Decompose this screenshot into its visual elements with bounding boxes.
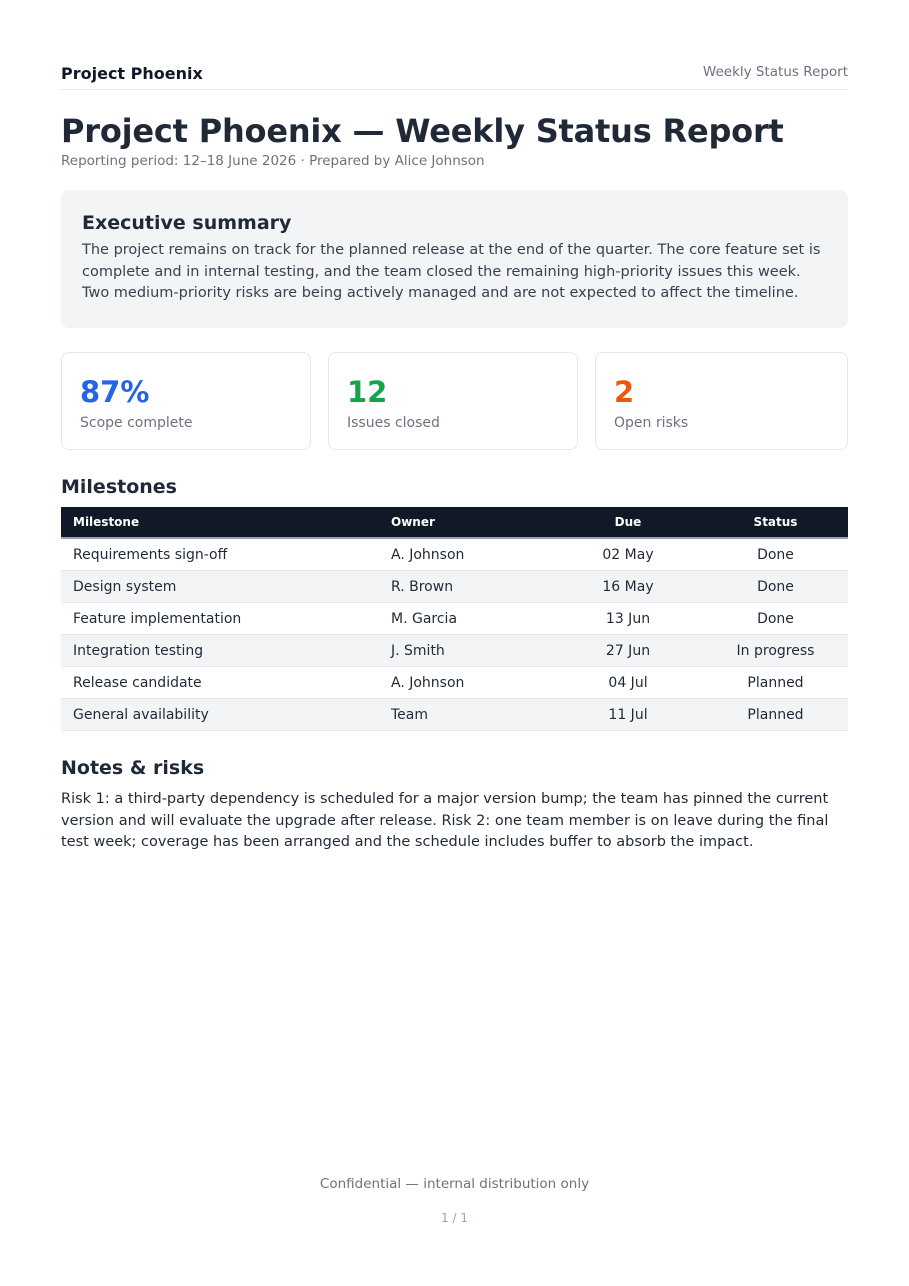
kpi-label: Issues closed bbox=[347, 415, 440, 431]
table-row bbox=[61, 538, 848, 571]
kpi-value: 87% bbox=[80, 375, 150, 409]
milestones-table bbox=[61, 507, 848, 731]
table-header-row bbox=[61, 507, 848, 538]
cell-due: 16 May bbox=[553, 571, 703, 603]
column-header-status: Status bbox=[703, 507, 848, 538]
header-project-name: Project Phoenix bbox=[61, 64, 203, 83]
cell-milestone: Feature implementation bbox=[61, 603, 379, 635]
cell-owner: J. Smith bbox=[379, 635, 553, 667]
notes-text: Risk 1: a third-party dependency is scheduled for a major version bump; the team has pinned the current version and will evaluate the upgrade after release. Risk 2: one team member is on leave during the final test week; coverage has been arranged and the schedule includes buffer to absorb the impact. bbox=[61, 791, 829, 850]
kpi-card-issues bbox=[328, 352, 578, 450]
cell-owner: M. Garcia bbox=[379, 603, 553, 635]
cell-due: 04 Jul bbox=[553, 667, 703, 699]
kpi-label: Open risks bbox=[614, 415, 689, 431]
kpi-value: 12 bbox=[347, 375, 388, 409]
cell-milestone: Integration testing bbox=[61, 635, 379, 667]
cell-owner: A. Johnson bbox=[379, 667, 553, 699]
summary-text: The project remains on track for the planned release at the end of the quarter. The core feature set is complete and in internal testing, and the team closed the remaining high-priority issues this week. Two medium-priority risks are being actively managed and are not expected to affect the timeline. bbox=[82, 242, 821, 301]
table-row bbox=[61, 571, 848, 603]
kpi-value: 2 bbox=[614, 375, 635, 409]
kpi-card-risks bbox=[595, 352, 848, 450]
column-header-owner: Owner bbox=[379, 507, 553, 538]
cell-milestone: Release candidate bbox=[61, 667, 379, 699]
cell-status: Planned bbox=[703, 699, 848, 731]
header-report-type: Weekly Status Report bbox=[702, 64, 848, 80]
cell-status: Done bbox=[703, 571, 848, 603]
footer-confidential: Confidential — internal distribution only bbox=[319, 1176, 590, 1192]
cell-status: Planned bbox=[703, 667, 848, 699]
cell-due: 02 May bbox=[553, 538, 703, 571]
cell-milestone: General availability bbox=[61, 699, 379, 731]
page-number: 1 / 1 bbox=[441, 1211, 468, 1225]
cell-status: Done bbox=[703, 603, 848, 635]
cell-owner: A. Johnson bbox=[379, 538, 553, 571]
page-title: Project Phoenix — Weekly Status Report bbox=[61, 112, 784, 150]
cell-due: 27 Jun bbox=[553, 635, 703, 667]
table-row bbox=[61, 699, 848, 731]
cell-milestone: Design system bbox=[61, 571, 379, 603]
cell-owner: Team bbox=[379, 699, 553, 731]
table-row bbox=[61, 603, 848, 635]
cell-owner: R. Brown bbox=[379, 571, 553, 603]
kpi-row bbox=[61, 352, 848, 450]
notes-heading: Notes & risks bbox=[61, 757, 205, 779]
cell-due: 11 Jul bbox=[553, 699, 703, 731]
column-header-milestone: Milestone bbox=[61, 507, 379, 538]
cell-status: Done bbox=[703, 538, 848, 571]
milestones-heading: Milestones bbox=[61, 476, 177, 498]
cell-milestone: Requirements sign-off bbox=[61, 538, 379, 571]
summary-heading: Executive summary bbox=[82, 212, 292, 234]
kpi-label: Scope complete bbox=[80, 415, 193, 431]
executive-summary bbox=[61, 190, 848, 328]
page-header bbox=[61, 62, 848, 90]
table-row bbox=[61, 667, 848, 699]
column-header-due: Due bbox=[553, 507, 703, 538]
cell-status: In progress bbox=[703, 635, 848, 667]
cell-due: 13 Jun bbox=[553, 603, 703, 635]
kpi-card-scope bbox=[61, 352, 311, 450]
page-subtitle: Reporting period: 12–18 June 2026 · Prepared by Alice Johnson bbox=[61, 153, 485, 169]
table-row bbox=[61, 635, 848, 667]
